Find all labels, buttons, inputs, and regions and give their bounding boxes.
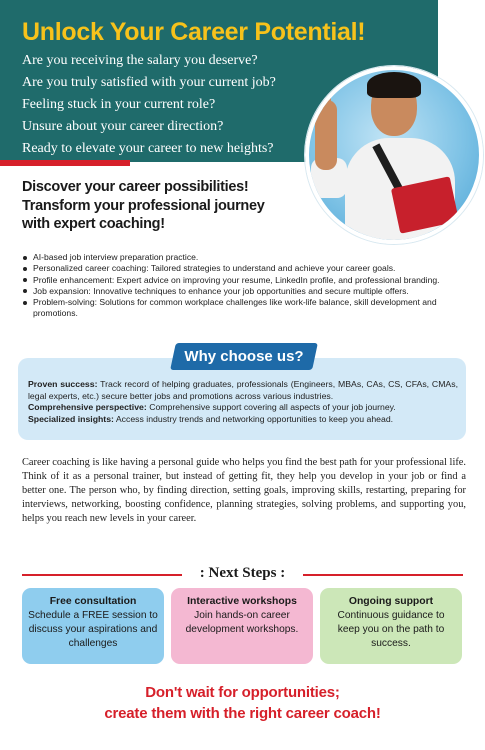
bullet-icon [23, 256, 27, 260]
why-choose-us-content [28, 379, 458, 426]
header-question: Are you truly satisfied with your current job? [22, 75, 276, 90]
discover-heading [22, 178, 322, 234]
accent-bar [0, 160, 130, 166]
cta-line: Don't wait for opportunities; [145, 684, 340, 701]
list-item [22, 275, 470, 286]
bullet-icon [23, 267, 27, 271]
ongoing-support-card [320, 588, 462, 664]
list-item-text: Profile enhancement: Expert advice on improving your resume, LinkedIn profile, and professional branding. [33, 274, 440, 285]
call-to-action [20, 682, 465, 724]
why-item-text: Track record of helping graduates, professionals (Engineers, MBAs, CAs, CS, CFAs, CMAs, legal experts, etc.) secure better jobs and promotions across various industries. [28, 379, 458, 401]
bullet-icon [23, 301, 27, 305]
photo-hair [367, 72, 421, 98]
coaching-paragraph: Career coaching is like having a personal guide who helps you find the best path for your professional life. Think of it as a personal trainer, but instead of getting fit, they help you develop in your job or find a better one. The person who, by finding direction, setting goals, improving skills, restarting, preparing for interviews, networking, boosting confidence, planning strategies, solving problems, and supporting you, helps you reach new levels in your career. [22, 457, 466, 524]
why-item-label: Comprehensive perspective: [28, 402, 147, 413]
why-item-label: Specialized insights: [28, 414, 114, 425]
next-steps-divider-left [22, 574, 182, 576]
why-item-label: Proven success: [28, 379, 98, 389]
services-list [22, 252, 470, 320]
bullet-icon [23, 289, 27, 293]
thumbs-up-icon [319, 82, 331, 108]
list-item [22, 286, 470, 297]
cta-line: create them with the right career coach! [104, 705, 381, 722]
student-photo [305, 66, 483, 244]
why-choose-us-title: Why choose us? [184, 348, 304, 365]
list-item [22, 252, 470, 263]
why-item [28, 379, 458, 402]
header-question: Are you receiving the salary you deserve? [22, 53, 258, 68]
why-item [28, 402, 458, 414]
why-item [28, 414, 458, 426]
interactive-workshops-card [171, 588, 313, 664]
list-item [22, 263, 470, 274]
list-item-text: Personalized career coaching: Tailored strategies to understand and achieve your career goals. [33, 263, 396, 274]
card-title: Free consultation [49, 596, 137, 607]
header-question: Feeling stuck in your current role? [22, 97, 216, 112]
free-consultation-card [22, 588, 164, 664]
list-item-text: Job expansion: Innovative techniques to enhance your job opportunities and secure multiple offers. [33, 285, 409, 296]
list-item-text: AI-based job interview preparation practice. [33, 252, 199, 262]
list-item-text: Problem-solving: Solutions for common workplace challenges like work-life balance, skill development and promotions. [33, 297, 437, 319]
list-item [22, 297, 470, 320]
why-item-text: Access industry trends and networking opportunities to keep you ahead. [113, 414, 394, 425]
discover-line: Discover your career possibilities! [22, 179, 249, 195]
card-body: Continuous guidance to keep you on the path to success. [337, 610, 445, 649]
card-body: Join hands-on career development workshops. [185, 610, 299, 635]
next-steps-title: : Next Steps : [199, 565, 286, 581]
discover-line: Transform your professional journey [22, 197, 265, 214]
why-item-text: Comprehensive support covering all aspects of your job journey. [146, 402, 396, 413]
card-body: Schedule a FREE session to discuss your aspirations and challenges [28, 610, 158, 649]
next-steps-divider-right [303, 574, 463, 576]
header-title: Unlock Your Career Potential! [22, 18, 366, 46]
photo-arm [315, 100, 337, 170]
card-title: Interactive workshops [187, 596, 297, 607]
discover-line: with expert coaching! [22, 216, 165, 232]
bullet-icon [23, 278, 27, 282]
card-title: Ongoing support [348, 596, 434, 607]
header-question: Unsure about your career direction? [22, 119, 224, 134]
header-question: Ready to elevate your career to new heights? [22, 141, 274, 156]
